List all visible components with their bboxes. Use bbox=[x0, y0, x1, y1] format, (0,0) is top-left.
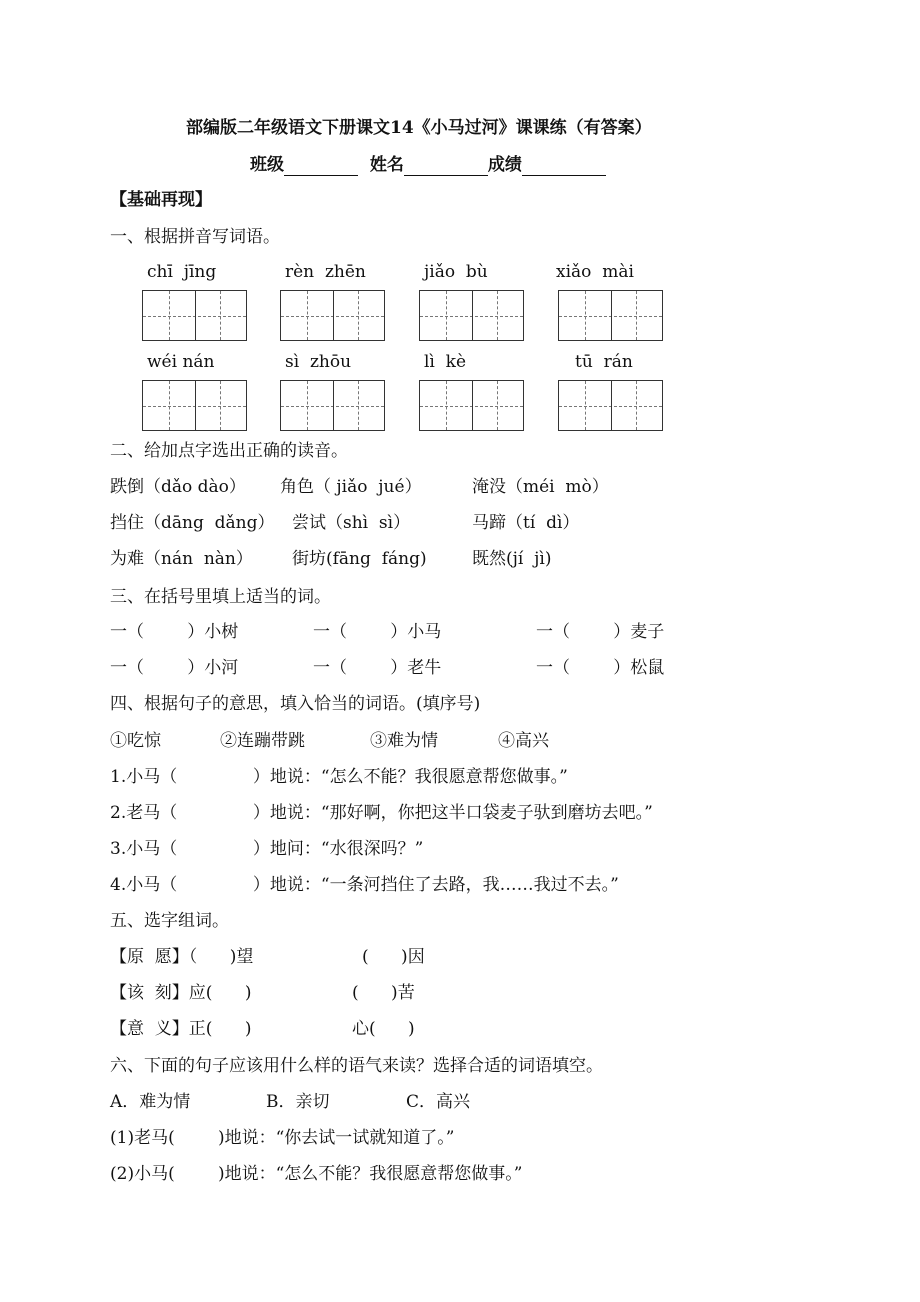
q4-item: 2.老马（ ）地说：“那好啊，你把这半口袋麦子驮到磨坊去吧。” bbox=[110, 803, 653, 823]
q2-item: 街坊(fāng fáng) bbox=[292, 549, 427, 569]
name-label: 姓名 bbox=[369, 155, 404, 175]
q5-item: ( )苦 bbox=[352, 983, 415, 1003]
q6-title: 六、下面的句子应该用什么样的语气来读？选择合适的词语填空。 bbox=[110, 1056, 603, 1076]
q3-item: 一（ ）小马 bbox=[313, 622, 442, 642]
q5-item: 【原 愿】（ )望 bbox=[110, 947, 254, 967]
q2-item: 跌倒（dǎo dào） bbox=[110, 477, 246, 497]
q3-title: 三、在括号里填上适当的词。 bbox=[110, 587, 331, 607]
writing-grid bbox=[558, 380, 663, 431]
q6-option: C．高兴 bbox=[406, 1092, 471, 1112]
q4-item: 3.小马（ ）地问：“水很深吗？” bbox=[110, 839, 424, 859]
q3-item: 一（ ）小树 bbox=[110, 622, 239, 642]
q6-item: (1)老马( )地说：“你去试一试就知道了。” bbox=[110, 1128, 455, 1148]
q4-option: ②连蹦带跳 bbox=[220, 731, 305, 751]
score-label: 成绩 bbox=[487, 155, 522, 175]
header-fields bbox=[250, 154, 606, 176]
q2-item: 为难（nán nàn） bbox=[110, 549, 253, 569]
pinyin: wéi nán bbox=[147, 352, 215, 372]
q2-item: 既然(jí jì) bbox=[472, 549, 552, 569]
q6-option: A．难为情 bbox=[110, 1092, 191, 1112]
section-heading: 【基础再现】 bbox=[110, 190, 212, 210]
class-label: 班级 bbox=[250, 155, 284, 175]
q2-item: 挡住（dāng dǎng） bbox=[110, 513, 275, 533]
writing-grid bbox=[280, 380, 385, 431]
q3-item: 一（ ）松鼠 bbox=[536, 658, 665, 678]
writing-grid bbox=[142, 380, 247, 431]
pinyin: chī jīng bbox=[147, 262, 217, 282]
q6-option: B．亲切 bbox=[266, 1092, 330, 1112]
pinyin: lì kè bbox=[424, 352, 467, 372]
writing-grid bbox=[419, 380, 524, 431]
q4-option: ③难为情 bbox=[370, 731, 438, 751]
pinyin: sì zhōu bbox=[285, 352, 352, 372]
q2-item: 马蹄（tí dì） bbox=[472, 513, 580, 533]
q4-item: 4.小马（ ）地说：“一条河挡住了去路，我……我过不去。” bbox=[110, 875, 619, 895]
q3-item: 一（ ）小河 bbox=[110, 658, 239, 678]
writing-grid bbox=[142, 290, 247, 341]
q5-item: 【意 义】正( ) bbox=[110, 1019, 252, 1039]
page-title: 部编版二年级语文下册课文14《小马过河》课课练（有答案） bbox=[186, 118, 652, 138]
q1-title: 一、根据拼音写词语。 bbox=[110, 227, 280, 247]
writing-grid bbox=[419, 290, 524, 341]
pinyin: rèn zhēn bbox=[285, 262, 366, 282]
q5-item: 【该 刻】应( ) bbox=[110, 983, 252, 1003]
q2-item: 角色（ jiǎo jué） bbox=[280, 477, 422, 497]
pinyin: jiǎo bù bbox=[424, 262, 488, 282]
writing-grid bbox=[558, 290, 663, 341]
q4-option: ④高兴 bbox=[498, 731, 549, 751]
pinyin: tū rán bbox=[575, 352, 633, 372]
q4-item: 1.小马（ ）地说：“怎么不能？我很愿意帮您做事。” bbox=[110, 767, 568, 787]
q6-item: (2)小马( )地说：“怎么不能？我很愿意帮您做事。” bbox=[110, 1164, 523, 1184]
q5-item: 心( ) bbox=[352, 1019, 415, 1039]
q3-item: 一（ ）老牛 bbox=[313, 658, 442, 678]
pinyin: xiǎo mài bbox=[556, 262, 634, 282]
q4-option: ①吃惊 bbox=[110, 731, 161, 751]
q2-title: 二、给加点字选出正确的读音。 bbox=[110, 441, 348, 461]
q2-item: 淹没（méi mò） bbox=[472, 477, 609, 497]
q5-item: ( )因 bbox=[362, 947, 425, 967]
q5-title: 五、选字组词。 bbox=[110, 911, 229, 931]
writing-grid bbox=[280, 290, 385, 341]
q2-item: 尝试（shì sì） bbox=[292, 513, 411, 533]
q4-title: 四、根据句子的意思，填入恰当的词语。(填序号) bbox=[110, 694, 481, 714]
q3-item: 一（ ）麦子 bbox=[536, 622, 665, 642]
